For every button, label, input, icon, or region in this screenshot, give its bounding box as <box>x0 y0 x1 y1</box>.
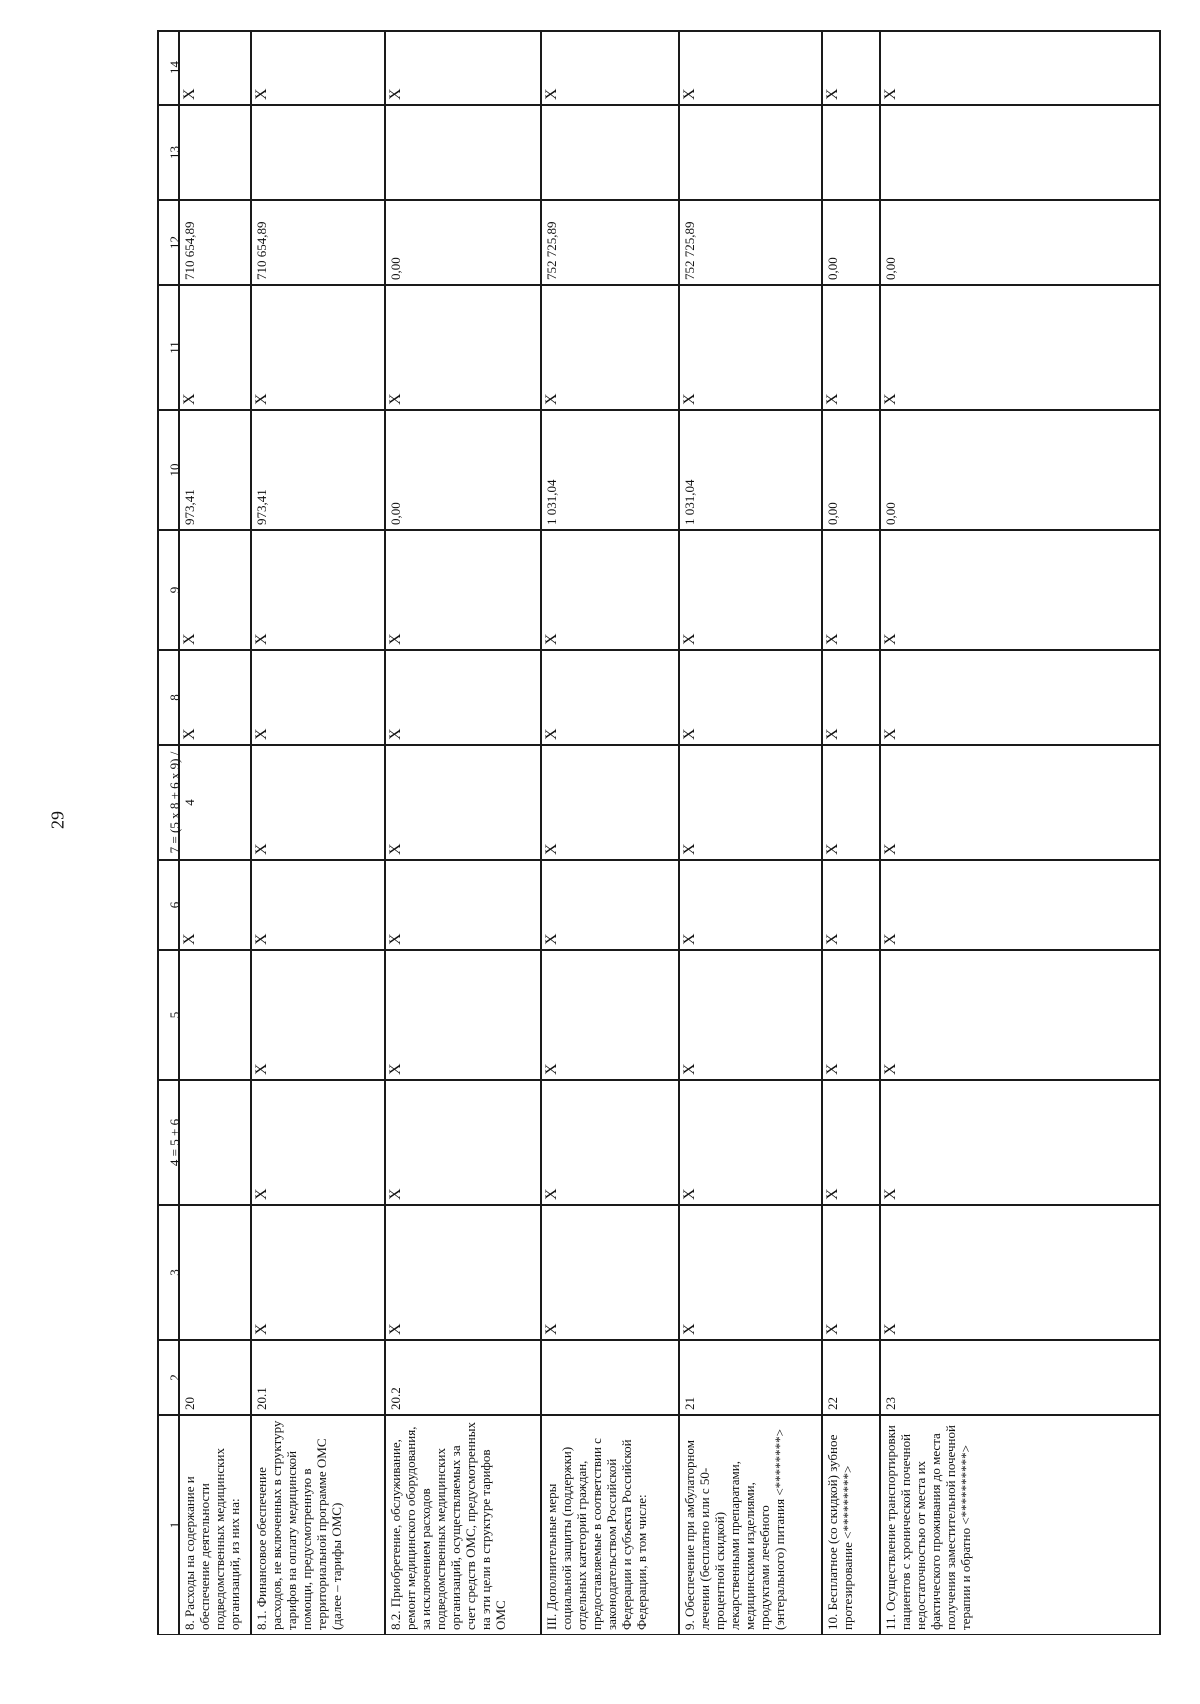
cell-text: 21 <box>682 1397 697 1410</box>
table-cell <box>179 285 251 410</box>
cell-text: X <box>253 1188 270 1200</box>
cell-text: X <box>387 1323 404 1335</box>
cell-text: 22 <box>825 1397 840 1410</box>
cell-text: X <box>387 633 404 645</box>
cell-text: X <box>543 728 560 740</box>
cell-text: X <box>543 843 560 855</box>
table-cell <box>822 410 880 530</box>
cell-text: X <box>387 728 404 740</box>
cell-text: 3 <box>167 1269 182 1276</box>
cell-text: 0,00 <box>825 257 840 280</box>
cell-text: X <box>681 843 698 855</box>
table-cell <box>385 950 541 1080</box>
table-cell <box>541 745 679 860</box>
cell-text: 4 = 5 + 6 <box>167 1118 182 1167</box>
cell-text: X <box>387 393 404 405</box>
cell-text <box>179 745 251 860</box>
table-cell <box>179 530 251 650</box>
column-header-8 <box>157 650 182 745</box>
cell-text <box>541 105 679 200</box>
cell-text: 9 <box>167 586 182 594</box>
cell-text: X <box>882 393 899 405</box>
cell-text: X <box>824 88 841 100</box>
column-header-14 <box>157 30 182 105</box>
table-cell <box>541 105 679 200</box>
cell-text: III. Дополнительные меры социальной защиты (поддержки) отдельных категорий граждан, предоставляемые в соответствии с законодательством Российской Федерации и субъекта Российской Федерации, в том числе: <box>544 1434 649 1630</box>
column-header-13 <box>157 105 182 200</box>
table-cell <box>679 200 822 285</box>
table-cell <box>880 410 1160 530</box>
table-cell <box>541 950 679 1080</box>
table-cell <box>251 650 385 745</box>
table-cell <box>385 30 541 105</box>
cell-text: X <box>681 633 698 645</box>
cell-text: X <box>181 393 198 405</box>
cell-text <box>179 1080 251 1205</box>
table-cell <box>251 860 385 950</box>
table-cell <box>541 860 679 950</box>
row-label <box>179 1415 251 1635</box>
cell-text: X <box>824 633 841 645</box>
cell-text: X <box>824 728 841 740</box>
table-cell <box>822 30 880 105</box>
cell-text: X <box>543 933 560 945</box>
column-header-7 <box>157 745 197 860</box>
table-cell <box>541 1205 679 1340</box>
row-label <box>541 1415 679 1635</box>
table-cell <box>880 200 1160 285</box>
cell-text: 10. Бесплатное (со скидкой) зубное протезирование <*********> <box>825 1431 855 1630</box>
cell-text: 9. Обеспечение при амбулаторном лечении (бесплатно или с 50-процентной скидкой) лекарственными препаратами, медицинскими изделиями, продуктами лечебного (энтерального) питания <********> <box>682 1429 787 1630</box>
data-table <box>157 30 1160 1635</box>
table-cell <box>251 200 385 285</box>
cell-text: X <box>543 1063 560 1075</box>
table-cell <box>822 1080 880 1205</box>
row-label <box>385 1415 541 1635</box>
cell-text: X <box>824 933 841 945</box>
table-cell <box>679 285 822 410</box>
cell-text: X <box>824 1323 841 1335</box>
column-header-5 <box>157 950 182 1080</box>
table-cell <box>679 30 822 105</box>
cell-text: 8.2. Приобретение, обслуживание, ремонт медицинского оборудования, за исключением расходов подведомственных медицинских организаций, осуществляемых за счет средств ОМС, предусмотренных на эти цели в структуре тарифов ОМС <box>388 1418 508 1630</box>
cell-text: 2 <box>167 1374 182 1381</box>
cell-text: X <box>681 88 698 100</box>
table-cell <box>822 650 880 745</box>
table-cell <box>880 860 1160 950</box>
row-label <box>679 1415 822 1635</box>
cell-text: X <box>824 1063 841 1075</box>
table-cell <box>385 1340 541 1415</box>
table-cell <box>822 950 880 1080</box>
table-cell <box>822 285 880 410</box>
table-cell <box>385 745 541 860</box>
table-cell <box>679 1080 822 1205</box>
table-cell <box>880 1205 1160 1340</box>
table-cell <box>251 745 385 860</box>
table-cell <box>541 285 679 410</box>
column-header-1 <box>157 1415 182 1635</box>
table-cell <box>385 200 541 285</box>
cell-text: X <box>882 1063 899 1075</box>
cell-text: 1 031,04 <box>682 479 697 525</box>
column-header-10 <box>157 410 182 530</box>
column-header-4 <box>157 1080 182 1205</box>
table-cell <box>679 950 822 1080</box>
table-cell <box>880 650 1160 745</box>
cell-text: 8 <box>167 694 182 701</box>
table-cell <box>880 745 1160 860</box>
table-cell <box>251 105 385 200</box>
cell-text: 0,00 <box>388 502 403 525</box>
cell-text: X <box>824 393 841 405</box>
cell-text: 11. Осуществление транспортировки пациентов с хронической почечной недостаточностью от места их фактического проживания до места получения заместительной почечной терапии и обратно <**********> <box>883 1421 973 1630</box>
cell-text: 13 <box>167 146 182 159</box>
table-cell <box>541 650 679 745</box>
cell-text: X <box>681 1063 698 1075</box>
cell-text: 0,00 <box>883 502 898 525</box>
cell-text: 5 <box>167 1011 182 1019</box>
table-cell <box>251 410 385 530</box>
table-cell <box>541 530 679 650</box>
table-cell <box>251 530 385 650</box>
table-cell <box>385 860 541 950</box>
cell-text: 973,41 <box>254 489 269 525</box>
cell-text: X <box>253 393 270 405</box>
table-cell <box>179 1205 251 1340</box>
cell-text: 1 <box>167 1521 182 1529</box>
cell-text: 7 = (5 x 8 + 6 x 9) / 4 <box>167 748 197 854</box>
cell-text: X <box>681 393 698 405</box>
table-cell <box>679 1340 822 1415</box>
table-cell <box>880 30 1160 105</box>
table-cell <box>179 105 251 200</box>
cell-text: 8. Расходы на содержание и обеспечение деятельности подведомственных медицинских организаций, из них на: <box>182 1444 242 1630</box>
cell-text: X <box>543 1323 560 1335</box>
cell-text: 973,41 <box>182 489 197 525</box>
cell-text: X <box>387 1063 404 1075</box>
cell-text <box>880 105 1160 200</box>
cell-text: X <box>387 1188 404 1200</box>
cell-text: X <box>543 633 560 645</box>
cell-text <box>385 105 541 200</box>
table-cell <box>822 530 880 650</box>
table-cell <box>179 950 251 1080</box>
table-cell <box>251 30 385 105</box>
column-header-2 <box>157 1340 182 1415</box>
cell-text: 10 <box>167 463 182 477</box>
cell-text: X <box>882 1188 899 1200</box>
cell-text: 710 654,89 <box>254 221 269 280</box>
cell-text: 11 <box>167 341 182 354</box>
column-header-3 <box>157 1205 182 1340</box>
cell-text: X <box>253 633 270 645</box>
table-cell <box>822 105 880 200</box>
table-cell <box>822 1340 880 1415</box>
cell-text <box>179 950 251 1080</box>
cell-text: X <box>181 933 198 945</box>
cell-text <box>541 1340 679 1415</box>
table-cell <box>679 860 822 950</box>
cell-text: 752 725,89 <box>682 221 697 280</box>
cell-text: 12 <box>167 236 182 249</box>
table-cell <box>541 1340 679 1415</box>
table-cell <box>179 745 251 860</box>
cell-text: X <box>387 88 404 100</box>
table-cell <box>385 410 541 530</box>
table-cell <box>541 410 679 530</box>
cell-text <box>179 105 251 200</box>
cell-text <box>251 105 385 200</box>
table-cell <box>251 950 385 1080</box>
table-cell <box>541 1080 679 1205</box>
cell-text: 0,00 <box>825 502 840 525</box>
table-cell <box>679 1205 822 1340</box>
table-cell <box>679 105 822 200</box>
cell-text: 6 <box>167 901 182 909</box>
column-header-11 <box>157 285 182 410</box>
page-number: 29 <box>47 811 68 829</box>
cell-text: 23 <box>883 1397 898 1410</box>
cell-text: X <box>681 728 698 740</box>
table-cell <box>179 200 251 285</box>
cell-text: X <box>882 728 899 740</box>
cell-text: X <box>681 1188 698 1200</box>
column-header-6 <box>157 860 182 950</box>
cell-text: 0,00 <box>388 257 403 280</box>
cell-text: X <box>253 1323 270 1335</box>
table-cell <box>179 650 251 745</box>
cell-text: 20 <box>182 1397 197 1410</box>
table-cell <box>385 105 541 200</box>
cell-text: X <box>543 1188 560 1200</box>
cell-text: 20.1 <box>254 1387 269 1410</box>
table-cell <box>541 200 679 285</box>
cell-text: X <box>387 843 404 855</box>
cell-text: X <box>681 1323 698 1335</box>
table-cell <box>880 1080 1160 1205</box>
table-cell <box>251 1205 385 1340</box>
row-label <box>822 1415 880 1635</box>
table-cell <box>880 530 1160 650</box>
table-cell <box>385 1205 541 1340</box>
cell-text: 8.1. Финансовое обеспечение расходов, не включенных в структуру тарифов на оплату медицинской помощи, предусмотренную в территориальной программе ОМС (далее – тарифы ОМС) <box>254 1417 344 1630</box>
table-cell <box>822 745 880 860</box>
cell-text: X <box>253 843 270 855</box>
cell-text: X <box>824 1188 841 1200</box>
cell-text: X <box>253 1063 270 1075</box>
table-cell <box>251 1080 385 1205</box>
table-cell <box>679 745 822 860</box>
cell-text: X <box>387 933 404 945</box>
cell-text: X <box>824 843 841 855</box>
table-cell <box>880 285 1160 410</box>
cell-text: X <box>253 728 270 740</box>
cell-text <box>179 1205 251 1340</box>
table-cell <box>385 530 541 650</box>
cell-text: X <box>882 88 899 100</box>
cell-text: 752 725,89 <box>544 221 559 280</box>
column-header-9 <box>157 530 182 650</box>
table-cell <box>179 410 251 530</box>
cell-text: X <box>882 843 899 855</box>
row-label <box>880 1415 1160 1635</box>
cell-text: X <box>882 933 899 945</box>
table-cell <box>179 860 251 950</box>
table-cell <box>251 285 385 410</box>
cell-text <box>679 105 822 200</box>
table-cell <box>880 1340 1160 1415</box>
table-cell <box>880 105 1160 200</box>
table-cell <box>385 285 541 410</box>
cell-text: X <box>543 393 560 405</box>
row-label <box>251 1415 385 1635</box>
cell-text: X <box>882 633 899 645</box>
table-cell <box>385 1080 541 1205</box>
cell-text: 710 654,89 <box>182 221 197 280</box>
table-cell <box>385 650 541 745</box>
table-cell <box>822 1205 880 1340</box>
cell-text: X <box>882 1323 899 1335</box>
cell-text: X <box>253 933 270 945</box>
table-cell <box>679 650 822 745</box>
table-cell <box>179 1340 251 1415</box>
cell-text: X <box>253 88 270 100</box>
cell-text: X <box>181 88 198 100</box>
cell-text: X <box>681 933 698 945</box>
table-cell <box>822 200 880 285</box>
table-cell <box>179 1080 251 1205</box>
cell-text: X <box>181 728 198 740</box>
table-cell <box>679 410 822 530</box>
table-cell <box>880 950 1160 1080</box>
cell-text: 0,00 <box>883 257 898 280</box>
cell-text: 20.2 <box>388 1387 403 1410</box>
table-cell <box>822 860 880 950</box>
cell-text: 1 031,04 <box>544 479 559 525</box>
cell-text: X <box>543 88 560 100</box>
table-cell <box>541 30 679 105</box>
table-cell <box>179 30 251 105</box>
cell-text: 14 <box>167 61 182 74</box>
table-cell <box>251 1340 385 1415</box>
cell-text: X <box>181 633 198 645</box>
table-cell <box>679 530 822 650</box>
cell-text <box>822 105 880 200</box>
column-header-12 <box>157 200 182 285</box>
